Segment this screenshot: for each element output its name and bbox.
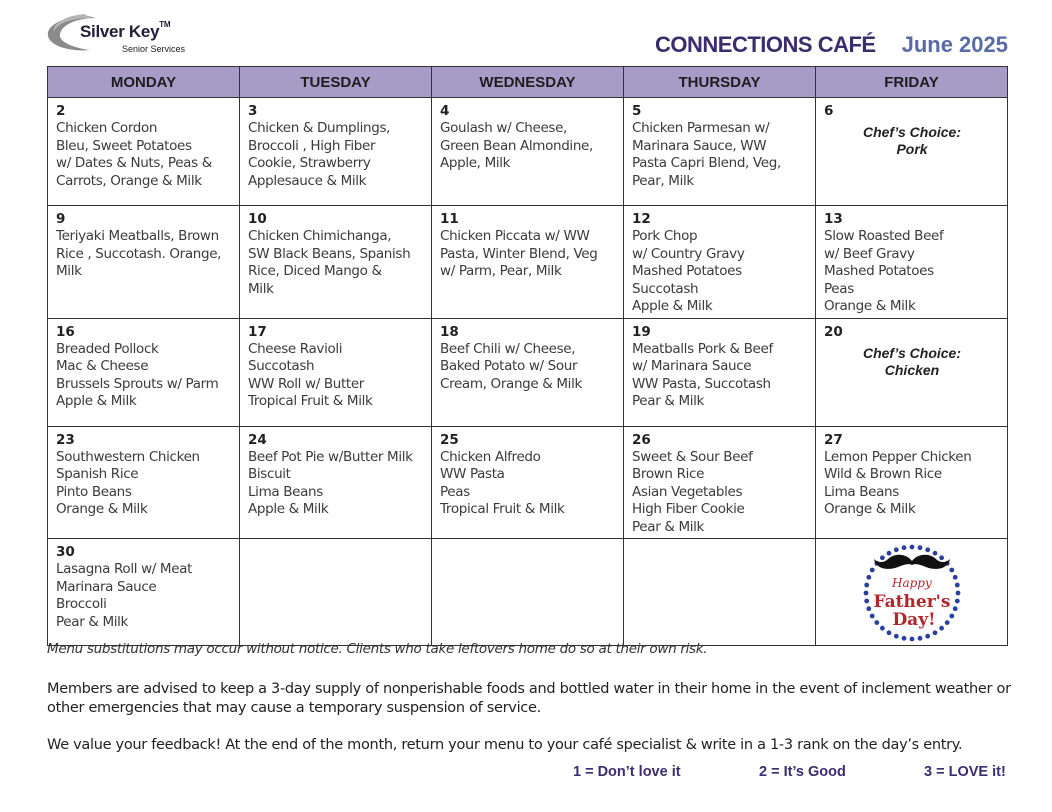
day-number: 10	[248, 211, 267, 227]
menu-item-line: Orange & Milk	[824, 501, 916, 517]
day-number: 27	[824, 431, 843, 448]
menu-item-line: Lemon Pepper Chicken	[824, 448, 972, 465]
weekday-header-row	[48, 67, 1008, 98]
menu-item-line: Bleu, Sweet Potatoes	[56, 137, 192, 154]
calendar-week-row	[48, 206, 1008, 319]
badge-day-text: Day!	[891, 610, 936, 630]
menu-item-line: WW Pasta	[440, 466, 505, 482]
chefs-choice-protein: Pork	[896, 141, 928, 157]
menu-item-line: Marinara Sauce	[56, 578, 157, 595]
day-cell-3	[240, 98, 432, 206]
menu-item-line: Broccoli , High Fiber	[248, 137, 376, 154]
menu-item-line: Asian Vegetables	[632, 483, 743, 500]
menu-item-line: Teriyaki Meatballs, Brown	[56, 228, 219, 244]
menu-item-line: Breaded Pollock	[56, 340, 159, 357]
weekday-header-monday: MONDAY	[48, 67, 240, 98]
menu-item-line: WW Roll w/ Butter	[248, 375, 365, 392]
menu-item-line: Apple, Milk	[440, 155, 511, 171]
day-number: 30	[56, 544, 75, 560]
menu-item-line: Succotash	[248, 358, 315, 374]
menu-item-line: Orange & Milk	[56, 501, 148, 517]
menu-item-line: Apple & Milk	[248, 501, 329, 517]
fathers-day-icon	[845, 539, 979, 645]
menu-item-line: Pear, Milk	[632, 172, 694, 189]
menu-item-line: w/ Country Gravy	[632, 245, 745, 262]
day-cell-5	[624, 98, 816, 206]
feedback-note: We value your feedback! At the end of the month, return your menu to your café specialist & write in a 1-3 rank on the day’s entry.	[47, 737, 963, 753]
menu-item-line: Chicken Alfredo	[440, 448, 541, 465]
menu-item-line: Pork Chop	[632, 228, 698, 244]
menu-item-line: Apple & Milk	[56, 393, 137, 409]
empty-day-cell	[432, 539, 624, 646]
day-number: 4	[440, 103, 450, 119]
day-number: 11	[440, 211, 459, 227]
menu-item-line: Pinto Beans	[56, 483, 132, 500]
day-number: 6	[824, 103, 834, 119]
day-cell-23	[48, 426, 240, 539]
menu-item-line: Lasagna Roll w/ Meat	[56, 561, 193, 577]
day-cell-6	[816, 98, 1008, 206]
menu-item-line: Tropical Fruit & Milk	[248, 393, 373, 409]
rank-3-label: 3 = LOVE it!	[924, 764, 1006, 780]
menu-item-line: Peas	[440, 483, 470, 500]
fathers-day-badge	[816, 539, 1007, 645]
day-number: 17	[248, 323, 267, 340]
menu-item-line: Baked Potato w/ Sour	[440, 358, 578, 374]
menu-item-line: Milk	[248, 280, 274, 297]
day-cell-11	[432, 206, 624, 319]
chefs-choice-label: Chef’s Choice:	[862, 124, 961, 140]
page-title	[655, 32, 1008, 58]
silver-key-logo	[44, 12, 204, 58]
day-number: 12	[632, 211, 651, 227]
menu-calendar	[47, 66, 1008, 646]
chefs-choice-protein: Chicken	[884, 361, 940, 378]
menu-item-line: Chicken Cordon	[56, 120, 158, 136]
day-cell-27	[816, 426, 1008, 539]
menu-item-line: Pear & Milk	[56, 613, 129, 630]
empty-day-cell	[624, 539, 816, 646]
menu-item-line: w/ Dates & Nuts, Peas &	[56, 155, 212, 171]
menu-item-line: Succotash	[632, 280, 699, 297]
day-cell-25	[432, 426, 624, 539]
menu-item-line: Rice, Diced Mango &	[248, 263, 382, 279]
weekday-header-tuesday: TUESDAY	[240, 67, 432, 98]
logo-subtitle: Senior Services	[122, 44, 186, 54]
menu-item-line: High Fiber Cookie	[632, 501, 745, 517]
day-cell-2	[48, 98, 240, 206]
menu-item-line: Lima Beans	[824, 483, 899, 500]
weekday-header-friday: FRIDAY	[816, 67, 1008, 98]
empty-day-cell	[240, 539, 432, 646]
menu-item-line: Meatballs Pork & Beef	[632, 340, 773, 357]
menu-item-line: Sweet & Sour Beef	[632, 448, 753, 465]
menu-item-line: Pasta Capri Blend, Veg,	[632, 155, 781, 171]
menu-item-line: w/ Parm, Pear, Milk	[440, 263, 562, 279]
rank-1-label: 1 = Don’t love it	[573, 764, 681, 780]
day-number: 24	[248, 431, 267, 448]
menu-item-line: Pear & Milk	[632, 518, 705, 535]
menu-item-line: Mashed Potatoes	[632, 263, 742, 279]
menu-item-line: Rice , Succotash. Orange,	[56, 245, 222, 262]
day-cell-9	[48, 206, 240, 319]
menu-item-line: Pasta, Winter Blend, Veg	[440, 245, 598, 262]
logo-name: Silver Key	[80, 22, 160, 41]
menu-item-line: Lima Beans	[248, 483, 323, 500]
calendar-week-row	[48, 426, 1008, 539]
day-cell-18	[432, 318, 624, 426]
day-number: 23	[56, 431, 75, 448]
calendar-week-row	[48, 98, 1008, 206]
menu-item-line: Chicken Parmesan w/	[632, 120, 770, 136]
menu-item-line: Chicken & Dumplings,	[248, 120, 391, 136]
menu-item-line: Beef Chili w/ Cheese,	[440, 340, 576, 357]
day-number: 19	[632, 323, 651, 340]
badge-happy-text: Happy	[891, 576, 932, 590]
menu-item-line: Milk	[56, 263, 82, 279]
day-cell-24	[240, 426, 432, 539]
day-cell-4	[432, 98, 624, 206]
day-cell-10	[240, 206, 432, 319]
menu-item-line: Slow Roasted Beef	[824, 228, 944, 244]
day-cell-13	[816, 206, 1008, 319]
menu-item-line: WW Pasta, Succotash	[632, 375, 771, 392]
menu-item-line: Tropical Fruit & Milk	[440, 501, 565, 517]
day-number: 26	[632, 431, 651, 448]
day-cell-12	[624, 206, 816, 319]
menu-item-line: Spanish Rice	[56, 466, 139, 482]
menu-item-line: Biscuit	[248, 466, 291, 482]
menu-item-line: Cheese Ravioli	[248, 340, 343, 357]
cafe-title: CONNECTIONS CAFÉ	[655, 32, 876, 57]
day-number: 9	[56, 211, 66, 227]
menu-item-line: Orange & Milk	[824, 298, 916, 314]
day-number: 5	[632, 103, 642, 119]
menu-item-line: Wild & Brown Rice	[824, 466, 942, 482]
menu-item-line: SW Black Beans, Spanish	[248, 245, 411, 262]
menu-item-line: Apple & Milk	[632, 298, 713, 314]
day-cell-30	[48, 539, 240, 646]
menu-item-line: Southwestern Chicken	[56, 448, 200, 465]
logo-trademark: TM	[159, 20, 171, 29]
calendar-week-row	[48, 539, 1008, 646]
menu-item-line: Brussels Sprouts w/ Parm	[56, 375, 219, 392]
calendar-week-row	[48, 318, 1008, 426]
day-cell-16	[48, 318, 240, 426]
substitutions-note: Menu substitutions may occur without notice. Clients who take leftovers home do so at their own risk.	[47, 641, 708, 657]
day-cell-26	[624, 426, 816, 539]
menu-item-line: Peas	[824, 280, 854, 297]
day-number: 18	[440, 323, 459, 340]
day-number: 20	[824, 323, 843, 340]
menu-item-line: Beef Pot Pie w/Butter Milk	[248, 448, 413, 465]
day-number: 13	[824, 211, 843, 227]
day-number: 16	[56, 323, 75, 340]
members-note: Members are advised to keep a 3-day supply of nonperishable foods and bottled water in their home in the event of inclement weather or other emergencies that may cause a temporary suspension of service.	[47, 681, 1011, 716]
menu-item-line: Applesauce & Milk	[248, 172, 367, 189]
menu-item-line: Marinara Sauce, WW	[632, 137, 767, 154]
menu-item-line: Broccoli	[56, 596, 107, 612]
menu-item-line: w/ Beef Gravy	[824, 245, 915, 262]
weekday-header-wednesday: WEDNESDAY	[432, 67, 624, 98]
day-number: 25	[440, 431, 459, 448]
empty-day-cell	[816, 539, 1008, 646]
month-title: June 2025	[901, 32, 1008, 57]
weekday-header-thursday: THURSDAY	[624, 67, 816, 98]
day-cell-17	[240, 318, 432, 426]
day-number: 3	[248, 103, 258, 119]
menu-item-line: Chicken Chimichanga,	[248, 228, 392, 244]
menu-item-line: Mashed Potatoes	[824, 263, 934, 279]
rank-2-label: 2 = It’s Good	[759, 764, 846, 780]
day-cell-20	[816, 318, 1008, 426]
menu-item-line: Cookie, Strawberry	[248, 155, 371, 171]
menu-item-line: Goulash w/ Cheese,	[440, 120, 567, 136]
menu-item-line: Mac & Cheese	[56, 358, 149, 374]
menu-item-line: Brown Rice	[632, 466, 705, 482]
menu-item-line: Carrots, Orange & Milk	[56, 172, 202, 189]
chefs-choice-label: Chef’s Choice:	[862, 344, 961, 361]
menu-item-line: Green Bean Almondine,	[440, 137, 593, 154]
day-cell-19	[624, 318, 816, 426]
menu-item-line: w/ Marinara Sauce	[632, 358, 752, 374]
day-number: 2	[56, 103, 66, 119]
badge-fathers-text: Father's	[873, 592, 950, 612]
menu-item-line: Cream, Orange & Milk	[440, 375, 582, 392]
menu-item-line: Pear & Milk	[632, 393, 705, 409]
menu-item-line: Chicken Piccata w/ WW	[440, 228, 590, 244]
